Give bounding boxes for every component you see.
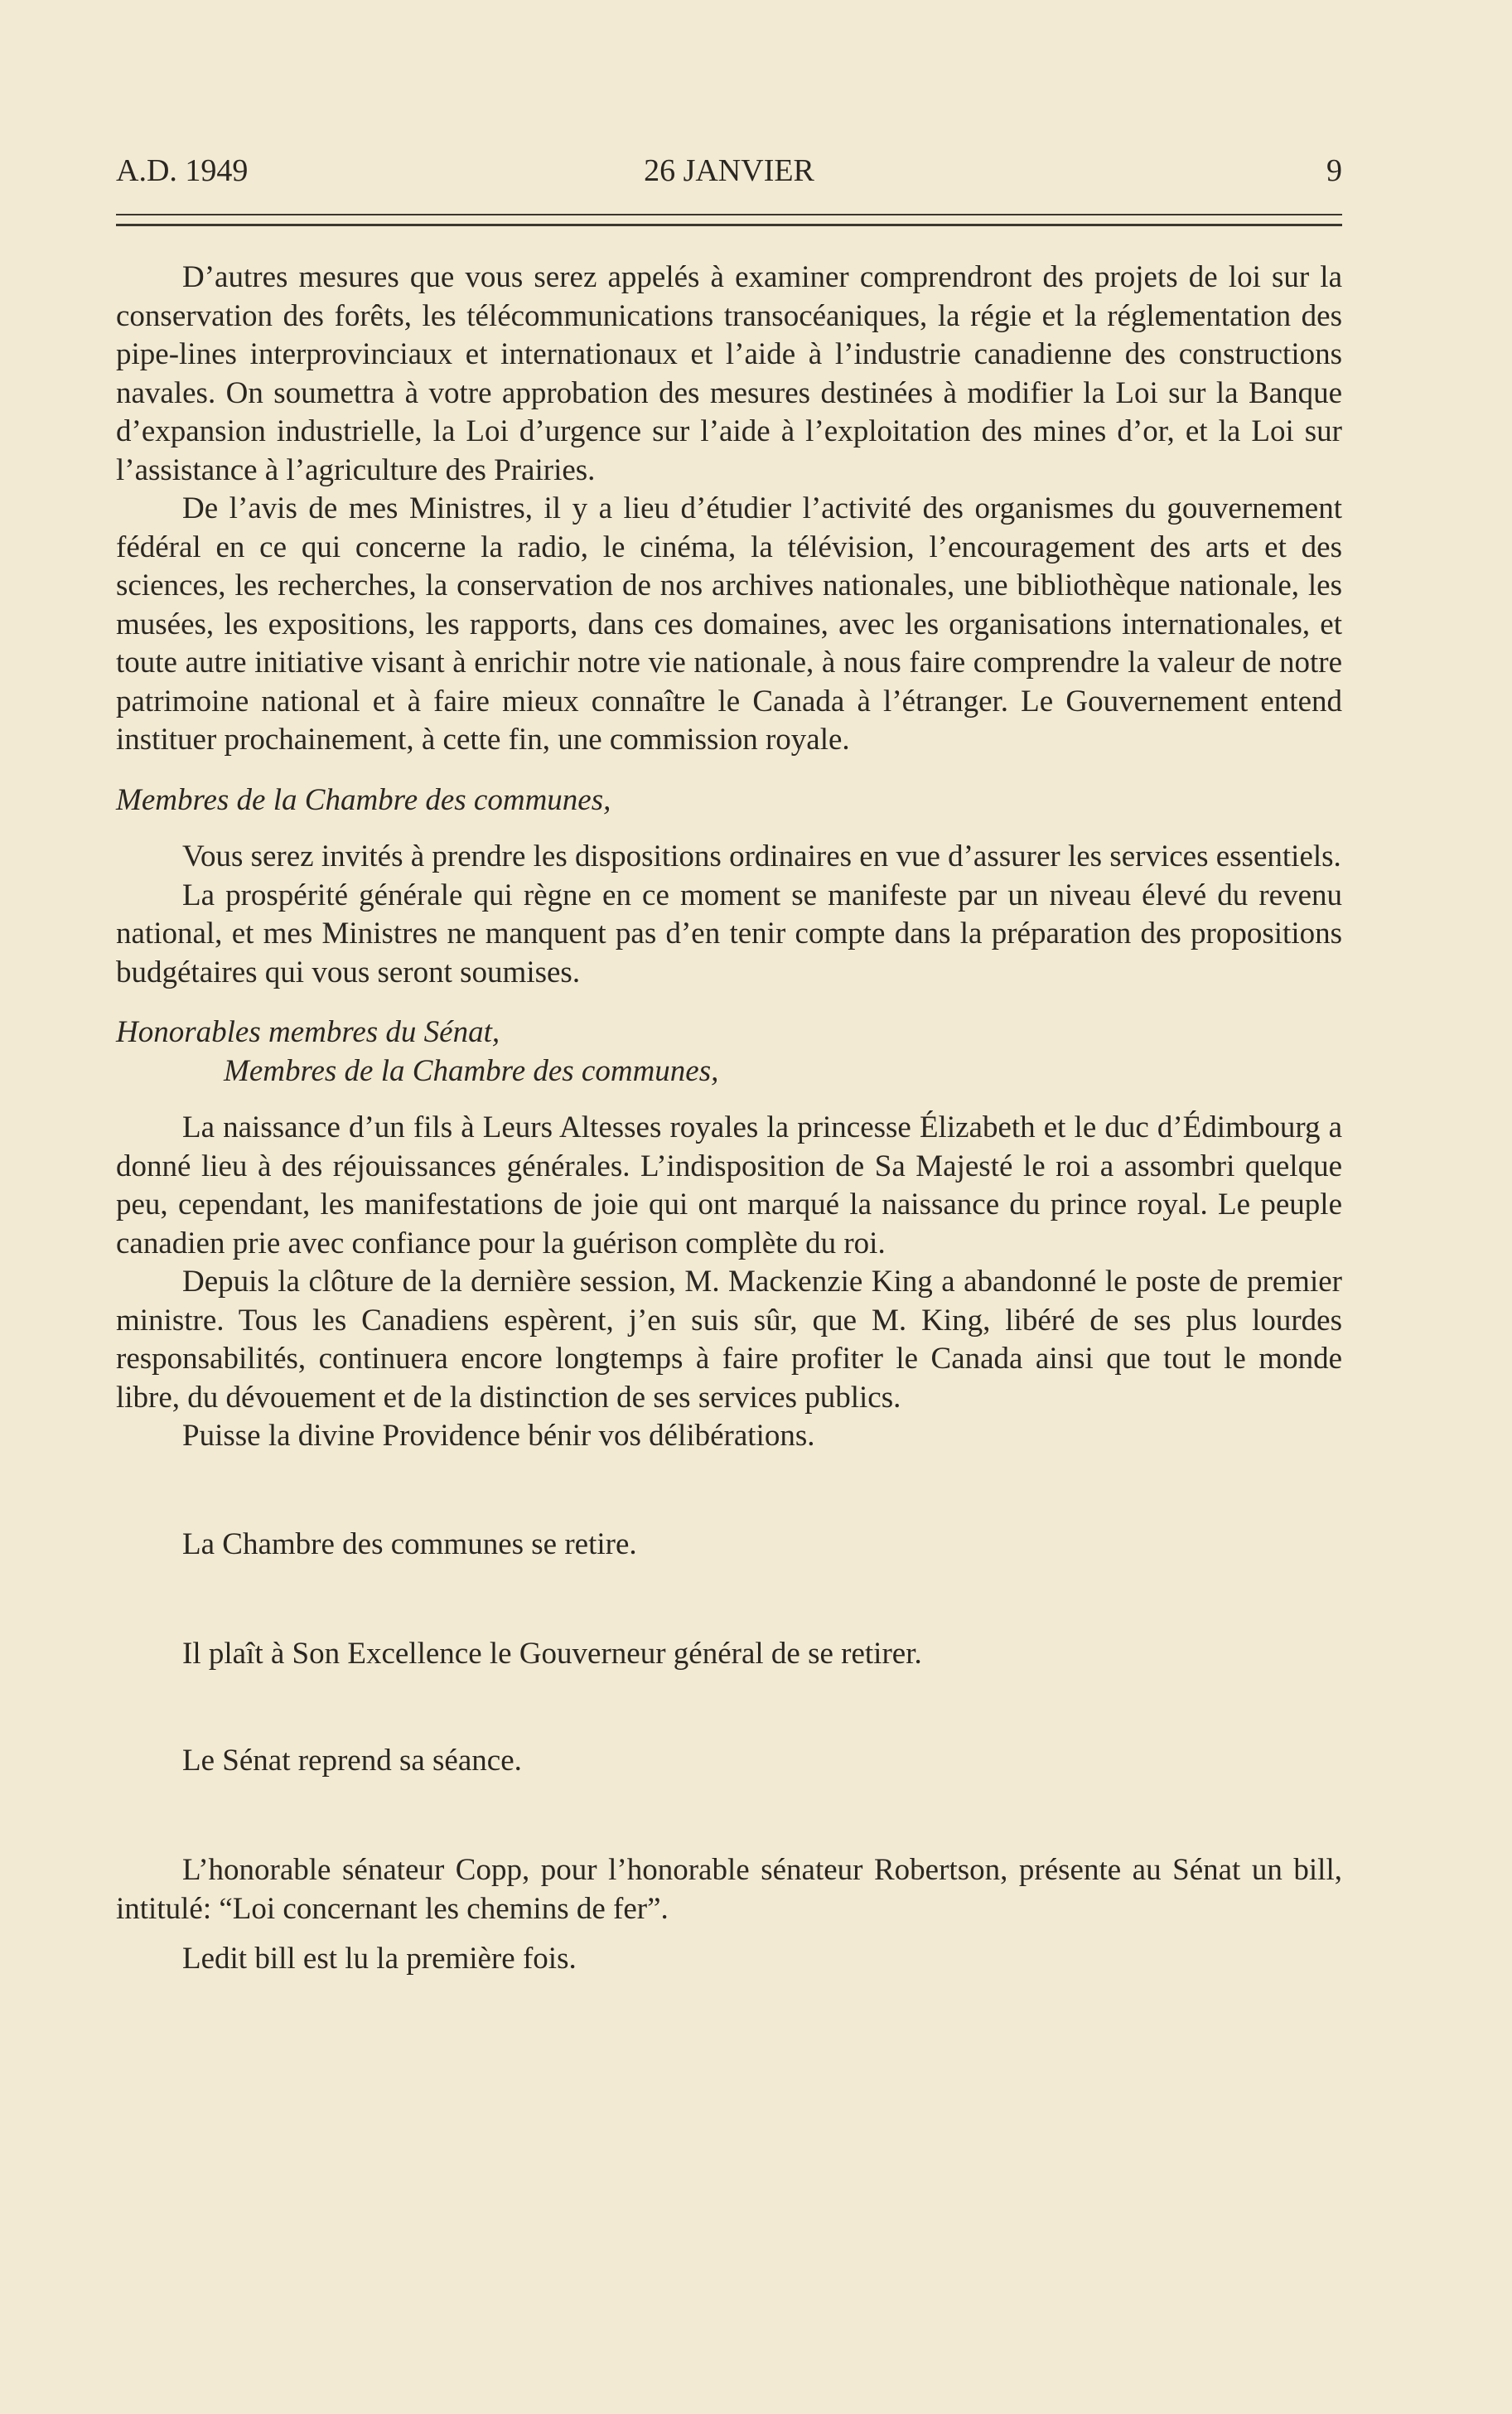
paragraph-bill-presented: L’honorable sénateur Copp, pour l’honorable sénateur Robertson, présente au Sénat un bill, intitulé: “Loi concernant les chemins de fer”. [116,1853,1342,1926]
paragraph-providence: Puisse la divine Providence bénir vos délibérations. [182,1419,815,1453]
header-double-rule [116,214,1342,226]
paragraph-invitation: Vous serez invités à prendre les dispositions ordinaires en vue d’assurer les services essentiels. [182,839,1341,873]
page-number: 9 [1326,153,1342,188]
header-year: A.D. 1949 [116,153,249,188]
paragraph-ministers-opinion: De l’avis de mes Ministres, il y a lieu d’étudier l’activité des organismes du gouvernement fédéral en ce qui concerne la radio, le cinéma, la télévision, l’encouragement des arts et des sciences, les recherches, la conservation de nos archives nationales, une bibliothèque nationale, les musées, les expositions, les rapports, dans ces domaines, avec les organisations internationales, et toute autre initiative visant à enrichir notre vie nationale, à nous faire comprendre la valeur de notre patrimoine national et à faire mieux connaître le Canada à l’étranger. Le Gouvernement entend instituer prochainement, à cette fin, une commission royale. [116,491,1342,757]
paragraph-other-measures: D’autres mesures que vous serez appelés à examiner comprendront des projets de loi sur la conservation des forêts, les télécommunications transocéaniques, la régie et la réglementation des pipe-lines interprovinciaux et internationaux et l’aide à l’industrie canadienne des constructions navales. On soumettra à votre approbation des mesures destinées à modifier la Loi sur la Banque d’expansion industrielle, la Loi d’urgence sur l’aide à l’exploitation des mines d’or, et la Loi sur l’assistance à l’agriculture des Prairies. [116,260,1342,487]
paragraph-first-reading: Ledit bill est lu la première fois. [182,1942,577,1976]
paragraph-prosperity: La prospérité générale qui règne en ce moment se manifeste par un niveau élevé du revenu national, et mes Ministres ne manquent pas d’en tenir compte dans la préparation des propositions budgétaires qui vous seront soumises. [116,878,1342,989]
body-text [116,259,1342,1979]
heading-honourable-senate: Honorables membres du Sénat, [116,1015,500,1049]
heading-members-commons-2: Membres de la Chambre des communes, [224,1053,719,1088]
paragraph-royal-birth: La naissance d’un fils à Leurs Altesses royales la princesse Élizabeth et le duc d’Édimbourg a donné lieu à des réjouissances générales. L’indisposition de Sa Majesté le roi a assombri quelque peu, cependant, les manifestations de joie qui ont marqué la naissance du prince royal. Le peuple canadien prie avec confiance pour la guérison complète du roi. [116,1110,1342,1260]
paragraph-governor-withdraws: Il plaît à Son Excellence le Gouverneur général de se retirer. [182,1637,922,1671]
heading-members-commons: Membres de la Chambre des communes, [116,782,611,817]
paragraph-commons-withdraws: La Chambre des communes se retire. [182,1526,637,1561]
paragraph-senate-resumes: Le Sénat reprend sa séance. [182,1743,522,1778]
running-header [116,152,1342,194]
header-date: 26 JANVIER [644,153,814,188]
paragraph-mackenzie-king: Depuis la clôture de la dernière session, M. Mackenzie King a abandonné le poste de premier ministre. Tous les Canadiens espèrent, j’en suis sûr, que M. King, libéré de ses plus lourdes responsabilités, continuera encore longtemps à faire profiter le Canada ainsi que tout le monde libre, du dévouement et de la distinction de ses services publics. [116,1265,1342,1415]
